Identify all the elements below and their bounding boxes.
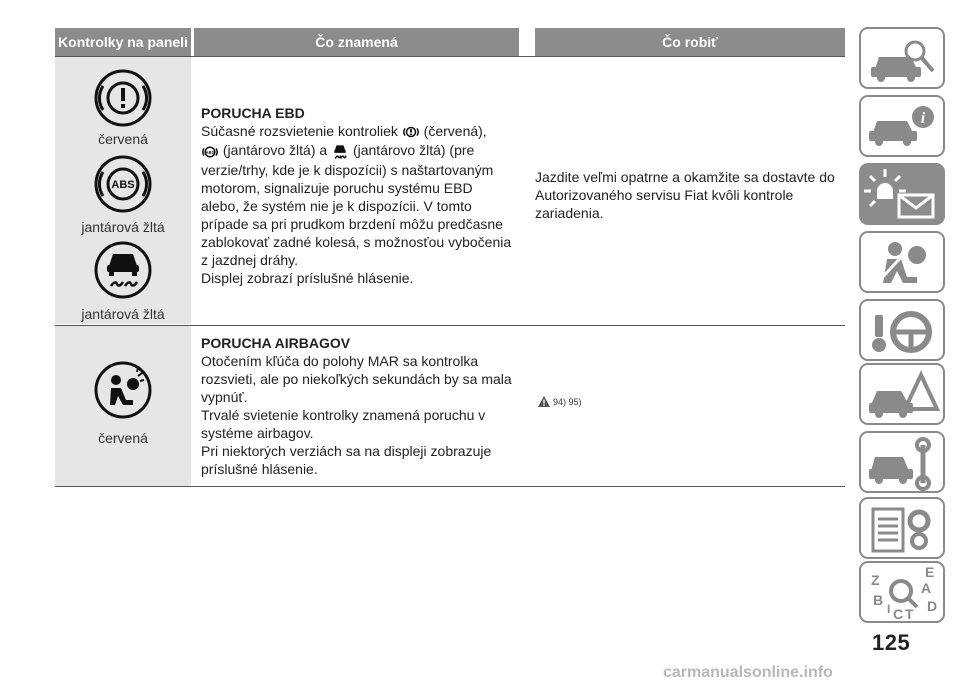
- text-line: prípade sa pri prudkom brzdení môžu predčasne: [201, 215, 503, 232]
- text-line: z jazdnej dráhy.: [201, 251, 299, 268]
- table-rule: [55, 56, 845, 57]
- header-indicators: Kontrolky na paneli: [55, 28, 191, 56]
- text-line: [201, 141, 521, 160]
- svg-text:C: C: [893, 606, 904, 622]
- text-line: (jantárovo žltá) (pre: [352, 142, 475, 159]
- abs-icon: [201, 143, 219, 161]
- tab-warning-lights[interactable]: [859, 163, 945, 225]
- tab-index[interactable]: [859, 561, 945, 623]
- text-line: Trvalé svietenie kontrolky znamená poruchu v: [201, 407, 486, 423]
- warning-triangle-icon: [537, 395, 551, 408]
- table-rule: [55, 486, 845, 487]
- airbag-description: [201, 334, 521, 478]
- text-line: verzie/trhy, kde je k dispozícii) s naštartovaným: [201, 161, 494, 178]
- svg-text:D: D: [927, 598, 938, 614]
- airbag-icon: [93, 360, 153, 420]
- indicator-color-label: červená: [98, 430, 148, 446]
- table-rule: [55, 325, 845, 326]
- ebd-title: PORUCHA EBD: [201, 105, 305, 121]
- svg-text:ABS: ABS: [111, 179, 135, 191]
- text-line: systéme airbagov.: [201, 425, 314, 441]
- text-line: (červená),: [423, 123, 487, 139]
- text-line: (jantárovo žltá) a: [222, 142, 328, 159]
- stability-control-icon: [93, 240, 153, 300]
- ebd-description: [201, 104, 521, 287]
- header-meaning: Čo znamená: [194, 28, 519, 56]
- tab-emergency[interactable]: [859, 363, 945, 425]
- stability-control-icon: [331, 143, 349, 161]
- car-search-icon: [861, 29, 947, 91]
- tab-starting-driving[interactable]: [859, 299, 945, 361]
- text-line: zablokovať zadné kolesá, s možnosťou vybočenia: [201, 233, 512, 250]
- indicator-color-label: jantárová žltá: [81, 219, 165, 235]
- svg-text:A: A: [921, 580, 932, 596]
- technical-data-icon: [861, 499, 947, 561]
- text-line: motorom, signalizuje poruchu systému EBD: [201, 179, 473, 196]
- tab-maintenance[interactable]: [859, 431, 945, 493]
- brake-warning-icon: [93, 68, 153, 128]
- text-line: vypnúť.: [201, 389, 248, 405]
- car-info-icon: [861, 97, 947, 159]
- indicator-color-label: červená: [98, 131, 148, 147]
- warning-note: [537, 395, 582, 408]
- seatbelt-airbag-icon: [861, 233, 947, 295]
- alphabetical-index-icon: [861, 563, 947, 625]
- car-service-icon: [861, 433, 947, 495]
- text-line: alebo, že systém nie je k dispozícii. V tomto: [201, 197, 472, 214]
- indicator-color-label: jantárová žltá: [81, 306, 165, 322]
- svg-text:Z: Z: [871, 572, 880, 588]
- brake-warning-icon: [402, 123, 420, 141]
- abs-icon: [93, 154, 153, 214]
- tab-safety[interactable]: [859, 231, 945, 293]
- tab-technical-data[interactable]: [859, 497, 945, 559]
- svg-text:I: I: [887, 602, 891, 616]
- text-line: rozsvieti, ale po niekoľkých sekundách by sa mala: [201, 371, 512, 387]
- text-line: Pri niektorých verziách sa na displeji zobrazuje: [201, 443, 492, 459]
- header-action: Čo robiť: [535, 28, 845, 56]
- text-line: Otočením kľúča do polohy MAR sa kontrolka: [201, 353, 479, 369]
- car-breakdown-icon: [861, 365, 947, 427]
- svg-text:ABS: ABS: [205, 149, 215, 155]
- svg-text:B: B: [873, 592, 884, 608]
- page-number: 125: [872, 630, 911, 655]
- text-line: [201, 122, 521, 141]
- svg-text:i: i: [920, 110, 926, 127]
- text-line: Súčasné rozsvietenie kontroliek: [201, 123, 398, 139]
- text-line: Displej zobrazí príslušné hlásenie.: [201, 269, 414, 286]
- warning-lights-message-icon: [861, 165, 947, 227]
- steering-key-icon: [861, 301, 947, 363]
- tab-car-info[interactable]: [859, 95, 945, 157]
- svg-text:E: E: [925, 564, 935, 580]
- airbag-title: PORUCHA AIRBAGOV: [201, 335, 351, 351]
- text-line: príslušné hlásenie.: [201, 461, 318, 477]
- svg-text:T: T: [905, 606, 914, 622]
- tab-car-search[interactable]: [859, 27, 945, 89]
- ebd-action: Jazdite veľmi opatrne a okamžite sa dostavte do Autorizovaného servisu Fiat kvôli kontrole zariadenia.: [535, 169, 835, 221]
- note-references[interactable]: 94) 95): [553, 396, 582, 407]
- watermark: carmanualsonline.info: [663, 664, 833, 681]
